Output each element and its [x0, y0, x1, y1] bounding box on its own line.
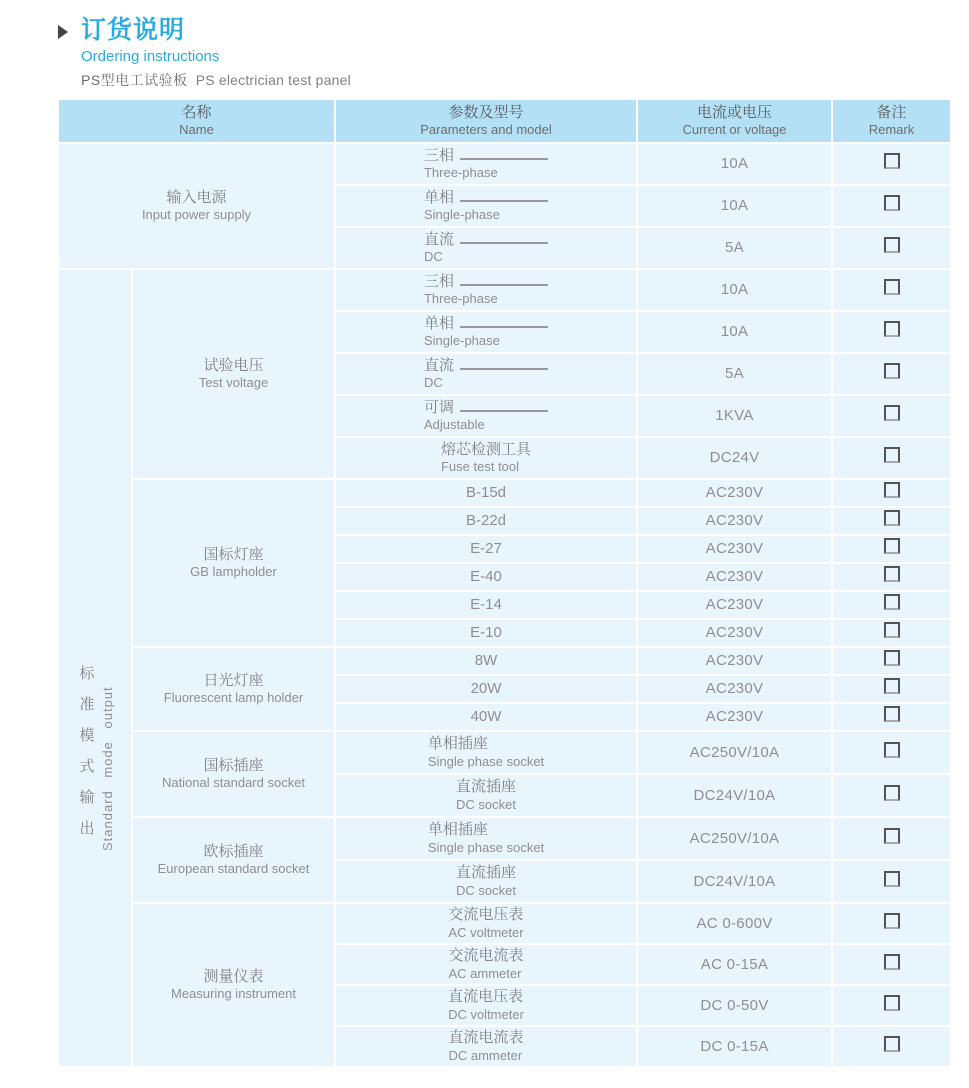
param-cell: 单相插座 Single phase socket — [335, 817, 637, 860]
remark-checkbox[interactable] — [884, 1036, 900, 1052]
remark-checkbox[interactable] — [884, 706, 900, 722]
section-name-fluorescent-lamp-holder: 日光灯座 Fluorescent lamp holder — [132, 647, 335, 731]
value-cell: AC230V — [637, 507, 832, 535]
remark-checkbox[interactable] — [884, 622, 900, 638]
remark-cell — [832, 227, 951, 269]
remark-cell — [832, 563, 951, 591]
column-header-name: 名称 Name — [58, 99, 335, 143]
section-name-input-power: 输入电源 Input power supply — [58, 143, 335, 269]
table-row — [58, 647, 951, 675]
value-cell: DC 0-15A — [637, 1026, 832, 1067]
remark-cell — [832, 817, 951, 860]
value-cell: AC 0-600V — [637, 903, 832, 944]
fill-in-line[interactable] — [460, 187, 548, 202]
value-cell: AC230V — [637, 647, 832, 675]
column-header-parameters: 参数及型号 Parameters and model — [335, 99, 637, 143]
table-row — [58, 479, 951, 507]
param-cell: 直流插座 DC socket — [335, 774, 637, 817]
remark-checkbox[interactable] — [884, 321, 900, 337]
remark-cell — [832, 479, 951, 507]
remark-cell — [832, 143, 951, 185]
param-cell: 单相插座 Single phase socket — [335, 731, 637, 774]
table-row — [58, 731, 951, 774]
table-row — [58, 143, 951, 185]
remark-cell — [832, 535, 951, 563]
param-cell: 三相 Three-phase — [335, 269, 637, 311]
section-name-test-voltage: 试验电压 Test voltage — [132, 269, 335, 479]
value-cell: 5A — [637, 353, 832, 395]
param-cell: 直流 DC — [335, 227, 637, 269]
table-row — [58, 269, 951, 311]
remark-cell — [832, 185, 951, 227]
remark-cell — [832, 395, 951, 437]
value-cell: DC24V — [637, 437, 832, 479]
param-cell: 可调 Adjustable — [335, 395, 637, 437]
group-label-standard-mode-output: 标准模式输出 Standard mode output — [58, 269, 132, 1067]
fill-in-line[interactable] — [460, 355, 548, 370]
param-cell: 直流 DC — [335, 353, 637, 395]
value-cell: 10A — [637, 311, 832, 353]
model-cell: E-27 — [335, 535, 637, 563]
fill-in-line[interactable] — [460, 397, 548, 412]
value-cell: AC230V — [637, 675, 832, 703]
model-cell: 8W — [335, 647, 637, 675]
remark-checkbox[interactable] — [884, 913, 900, 929]
remark-checkbox[interactable] — [884, 566, 900, 582]
value-cell: AC 0-15A — [637, 944, 832, 985]
param-cell: 单相 Single-phase — [335, 311, 637, 353]
value-cell: 10A — [637, 143, 832, 185]
remark-checkbox[interactable] — [884, 279, 900, 295]
product-name-en: PS electrician test panel — [195, 71, 351, 88]
model-cell: 40W — [335, 703, 637, 731]
title-block — [81, 16, 351, 90]
remark-checkbox[interactable] — [884, 510, 900, 526]
remark-cell — [832, 675, 951, 703]
remark-checkbox[interactable] — [884, 237, 900, 253]
triangle-bullet-icon — [58, 25, 68, 39]
remark-checkbox[interactable] — [884, 405, 900, 421]
fill-in-line[interactable] — [460, 145, 548, 160]
value-cell: 10A — [637, 269, 832, 311]
param-cell: 直流插座 DC socket — [335, 860, 637, 903]
model-cell: B-22d — [335, 507, 637, 535]
fill-in-line[interactable] — [460, 229, 548, 244]
param-cell: 熔芯检测工具 Fuse test tool — [335, 437, 637, 479]
remark-cell — [832, 703, 951, 731]
remark-checkbox[interactable] — [884, 650, 900, 666]
value-cell: 1KVA — [637, 395, 832, 437]
remark-cell — [832, 944, 951, 985]
value-cell: AC230V — [637, 703, 832, 731]
remark-cell — [832, 353, 951, 395]
remark-checkbox[interactable] — [884, 363, 900, 379]
remark-cell — [832, 1026, 951, 1067]
value-cell: DC 0-50V — [637, 985, 832, 1026]
value-cell: 5A — [637, 227, 832, 269]
remark-cell — [832, 311, 951, 353]
remark-checkbox[interactable] — [884, 447, 900, 463]
remark-cell — [832, 774, 951, 817]
remark-cell — [832, 647, 951, 675]
remark-checkbox[interactable] — [884, 742, 900, 758]
remark-checkbox[interactable] — [884, 538, 900, 554]
page-header — [58, 16, 969, 90]
remark-cell — [832, 985, 951, 1026]
model-cell: E-10 — [335, 619, 637, 647]
remark-checkbox[interactable] — [884, 153, 900, 169]
remark-checkbox[interactable] — [884, 995, 900, 1011]
remark-checkbox[interactable] — [884, 954, 900, 970]
param-cell: 交流电流表 AC ammeter — [335, 944, 637, 985]
value-cell: AC230V — [637, 563, 832, 591]
remark-cell — [832, 731, 951, 774]
fill-in-line[interactable] — [460, 271, 548, 286]
value-cell: AC230V — [637, 535, 832, 563]
column-header-remark: 备注 Remark — [832, 99, 951, 143]
remark-cell — [832, 903, 951, 944]
remark-checkbox[interactable] — [884, 828, 900, 844]
value-cell: AC250V/10A — [637, 817, 832, 860]
remark-checkbox[interactable] — [884, 594, 900, 610]
remark-checkbox[interactable] — [884, 678, 900, 694]
table-row — [58, 817, 951, 860]
value-cell: AC230V — [637, 479, 832, 507]
remark-checkbox[interactable] — [884, 482, 900, 498]
model-cell: E-14 — [335, 591, 637, 619]
remark-cell — [832, 619, 951, 647]
table-row — [58, 903, 951, 944]
remark-checkbox[interactable] — [884, 785, 900, 801]
page-title-en: Ordering instructions — [81, 47, 220, 65]
value-cell: AC230V — [637, 619, 832, 647]
section-name-measuring-instrument: 测量仪表 Measuring instrument — [132, 903, 335, 1067]
section-name-national-standard-socket: 国标插座 National standard socket — [132, 731, 335, 817]
value-cell: AC250V/10A — [637, 731, 832, 774]
param-cell: 三相 Three-phase — [335, 143, 637, 185]
section-name-european-standard-socket: 欧标插座 European standard socket — [132, 817, 335, 903]
column-header-current-voltage: 电流或电压 Current or voltage — [637, 99, 832, 143]
remark-cell — [832, 860, 951, 903]
param-cell: 交流电压表 AC voltmeter — [335, 903, 637, 944]
param-cell: 直流电压表 DC voltmeter — [335, 985, 637, 1026]
table-header-row — [58, 99, 951, 143]
product-name-zh: PS型电工试验板 — [81, 71, 188, 88]
remark-cell — [832, 591, 951, 619]
remark-cell — [832, 437, 951, 479]
model-cell: E-40 — [335, 563, 637, 591]
remark-cell — [832, 269, 951, 311]
value-cell: DC24V/10A — [637, 860, 832, 903]
model-cell: B-15d — [335, 479, 637, 507]
page-title-zh: 订货说明 — [81, 16, 186, 44]
remark-checkbox[interactable] — [884, 871, 900, 887]
param-cell: 直流电流表 DC ammeter — [335, 1026, 637, 1067]
model-cell: 20W — [335, 675, 637, 703]
product-line — [81, 70, 351, 90]
fill-in-line[interactable] — [460, 313, 548, 328]
param-cell: 单相 Single-phase — [335, 185, 637, 227]
value-cell: AC230V — [637, 591, 832, 619]
ordering-table — [57, 98, 952, 1068]
value-cell: 10A — [637, 185, 832, 227]
remark-checkbox[interactable] — [884, 195, 900, 211]
value-cell: DC24V/10A — [637, 774, 832, 817]
remark-cell — [832, 507, 951, 535]
section-name-gb-lampholder: 国标灯座 GB lampholder — [132, 479, 335, 647]
